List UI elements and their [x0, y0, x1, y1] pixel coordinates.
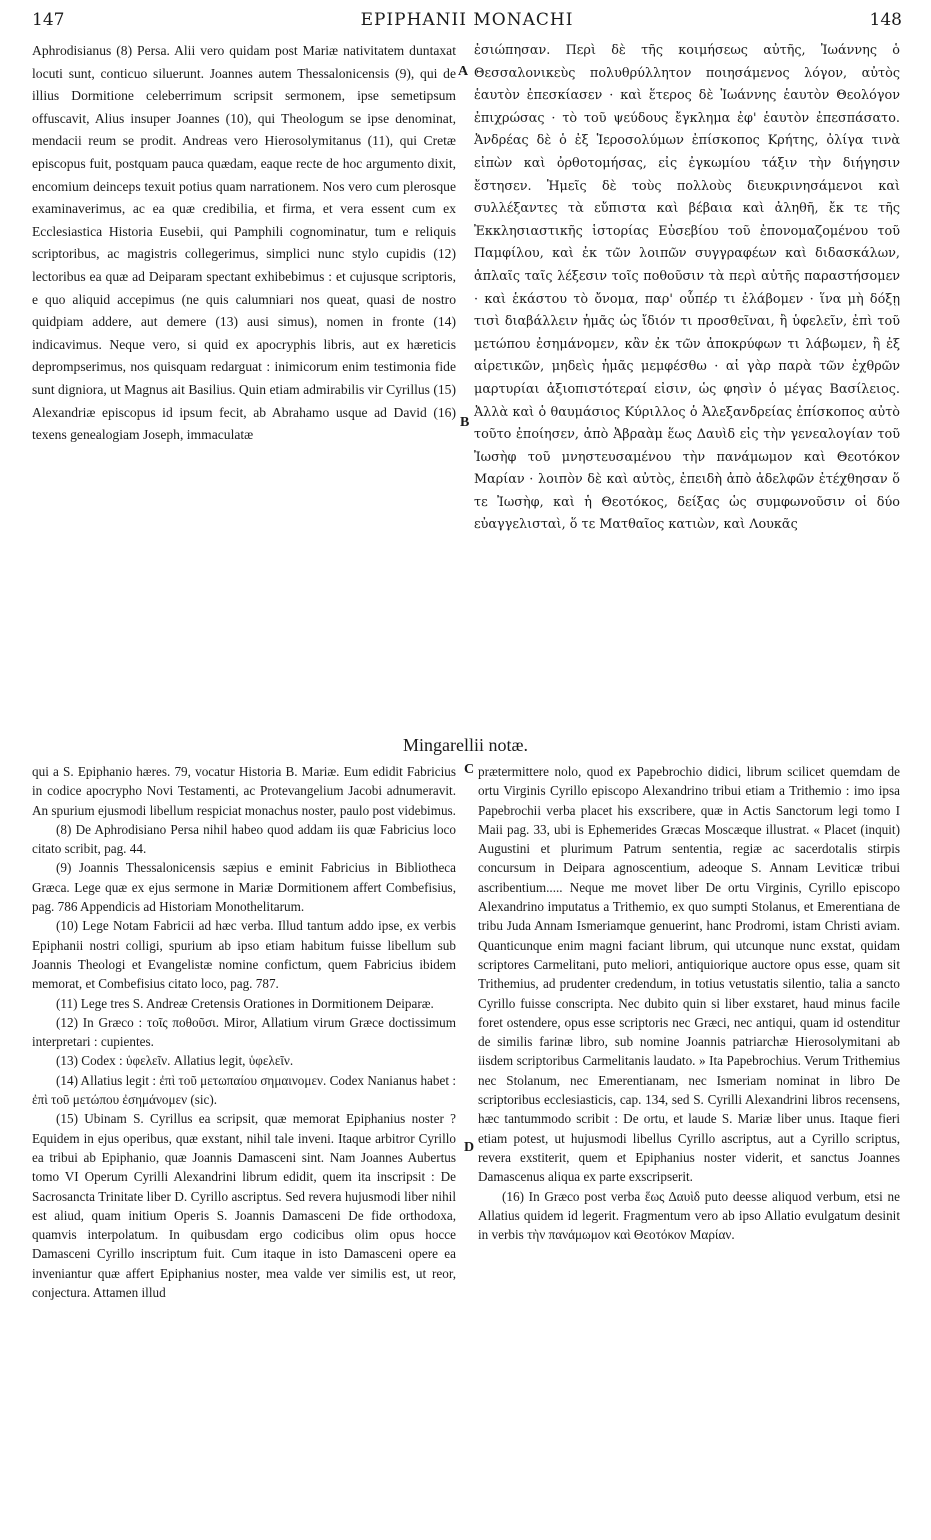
note-paragraph: (15) Ubinam S. Cyrillus ea scripsit, quæ memorat Epiphanius noster ? Equidem in ejus operibus, quæ exstant, nihil tale inveni. Itaque arbitror Cyrillo ea tribui ab Epiphanio, quæ Joannis Damasceni sint. Nam Joannes Aubertus tomo VI Operum Cyrilli Alexandrini librum edidit, quem ita inscripsit : De Sacrosancta Trinitate liber D. Cyrillo ascriptus. Sed revera hujusmodi liber nihil est aliud, quam initium Operis S. Joannis Damasceni De fide orthodoxa, quamvis interpolatum. In quibusdam ergo codicibus olim opus hocce Damasceni Cyrillo inscriptum fuit. Cum itaque in isto Damasceni opere ea inveniantur quæ affert Epiphanius noster, mea valde ver similis est, ut reor, conjectura. Attamen illud [32, 1111, 456, 1301]
note-paragraph: (13) Codex : ὑφελεῖν. Allatius legit, ὑφελεῖν. [56, 1053, 294, 1069]
note-paragraph: (9) Joannis Thessalonicensis sæpius e eminit Fabricius in Bibliotheca Græca. Lege quæ ex ejus sermone in Mariæ Dormitionem affert Combefisius, pag. 786 Appendicis ad Historiam Monothelitarum. [32, 860, 456, 915]
page-number-right: 148 [869, 10, 902, 30]
greek-column [474, 40, 900, 537]
note-paragraph: (16) In Græco post verba ἕως Δαυὶδ puto deesse aliquod verbum, etsi ne Allatius quidem id legerit. Fragmentum vero ab ipso Allatio evulgatum desinit in verbis τὴν πανάμωμον καὶ Θεοτόκον Μαρίαν. [478, 1188, 900, 1243]
notes-left-column [32, 762, 456, 1302]
note-paragraph: prætermittere nolo, quod ex Papebrochio didici, librum scilicet quemdam de ortu Virginis Cyrillo episcopo Alexandrino tribui etiam a Trithemio : imo ipsa Papebrochii verba placet his exscribere, quæ in Actis Sanctorum legi tomo I Maii pag. 33, ubi is Ephemerides Græcas Moscæque illustrat. « Placet (inquit) Augustini et plurimum Patrum sententia, regiæ ac sacerdotalis stirpis concursum in Deipara agnoscentium, adeoque S. Annam Leviticæ tribui ascribentium..... Neque me movet liber De ortu Virginis, Cyrillo episcopo Alexandrino imputatus a Trithemio, ex quo sumpti Stolanus, et Emerentiana de tribu Juda Annam Ismeriamque genuerint, hanc Prodromi, istam Christi aviam. Quanticunque enim magni faciant librum, qui utcunque nunc exstat, quidam scriptores Carmelitani, puto meliori, antiquiorique auctore opus esse, quam sit Trithemius, ad prudenter credendum, in totius vetustatis silentio, talia a sancto Cyrillo fuisse conscripta. Nec dubito quin si liber exstaret, haud minus facile foret ostendere, opus esse scriptoris nec Græci, nec antiqui, quam id ostenditur de similis farinæ libro, sub nomine Joannis patriarchæ Hierosolymitani ab iisdem scriptoribus Carmelitanis laudato. » Ita Papebrochius. Verum Trithemius nec Stolanum, nec Emerentianam, nec Ismeriam nominat in libro De scriptoribus ecclesiasticis, cap. 134, sed S. Cyrilli Alexandrini libros recensens, hæc tantummodo scribit : De ortu, et laude S. Mariæ liber unus. Itaque fieri etiam potest, ut hujusmodi libellus Cyrillo ascriptus, aut a Cyrillo scriptus, revera exstiterit, quem et Epiphanius noster viderit, et sanctus Joannes Damascenus aliqua ex parte exscripserit. [478, 764, 900, 1185]
note-paragraph: (14) Allatius legit : ἐπὶ τοῦ μετωπαίου σημαινομεν. Codex Nanianus habet : ἐπὶ τοῦ μετώπου ἐσημάνομεν (sic). [32, 1072, 456, 1108]
page-header [32, 4, 902, 32]
greek-text: ἐσιώπησαν. Περὶ δὲ τῆς κοιμήσεως αὐτῆς, Ἰωάννης ὁ Θεσσαλονικεὺς πολυθρύλλητον ποιησάμενος λόγον, αὐτὸς ἑαυτὸν ἐπεσκίασεν · καὶ ἕτερος δὲ Ἰωάννης ἑαυτὸν Θεολόγον ἐπιχρώσας · τὸ τοῦ ψεύδους ἔγκλημα ἐφ' ἑαυτὸν ἐπεσπάσατο. Ἀνδρέας δὲ ὁ ἐξ Ἱεροσολύμων ἐπίσκοπος Κρήτης, ὀλίγα τινὰ εἰπὼν καὶ ὀρθοτομήσας, εἰς ἐγκωμίου τάξιν τὴν διήγησιν ἔστησεν. Ἡμεῖς δὲ τοὺς πολλοὺς διευκρινησάμενοι καὶ συλλέξαντες τὰ εὔπιστα καὶ βέβαια καὶ ἀληθῆ, ἔκ τε τῆς Ἐκκλησιαστικῆς ἱστορίας Εὐσεβίου τοῦ ἐπονομαζομένου τοῦ Παμφίλου, καὶ ἐκ τῶν λοιπῶν συγγραφέων καὶ διδασκάλων, ἁπλαῖς ταῖς λέξεσιν τοῖς ποθοῦσιν τὰ περὶ αὐτῆς παραστήσομεν · καὶ ἑκάστου τὸ ὄνομα, παρ' οὗπέρ τι ἐλάβομεν · ἵνα μὴ δόξῃ τισὶ διαβάλλειν ἡμᾶς ὡς ἴδιόν τι προσθεῖναι, ἢ ὑφελεῖν, ἐπὶ τοῦ μετώπου ἐσημάνομεν, κἂν ἐκ τῶν ἀποκρύφων τι λάβωμεν, ἢ ἐξ αἱρετικῶν, μηδεὶς ἡμᾶς μεμφέσθω · αἱ γὰρ παρὰ τῶν ἐχθρῶν μαρτυρίαι ἀξιοπιστότεραί εἰσιν, ὡς φησὶν ὁ μέγας Βασίλειος. Ἀλλὰ καὶ ὁ θαυμάσιος Κύριλλος ὁ Ἀλεξανδρείας ἐπίσκοπος αὐτὸ τοῦτο ἐποίησεν, ἀπὸ Ἀβραὰμ ἕως Δαυὶδ εἰς τὴν γενεαλογίαν τοῦ Ἰωσὴφ τοῦ μνηστευσαμένου τὴν πανάμωμον καὶ Θεοτόκον Μαρίαν · λοιπὸν δὲ καὶ αὐτὸς, ἐπειδὴ ἀπὸ ἀδελφῶν ἐτέχθησαν ὅ τε Ἰωσὴφ, καὶ ἡ Θεοτόκος, δείξας ὡς συμφωνοῦσιν οἱ δύο εὐαγγελισταὶ, ὅ τε Ματθαῖος κατιὼν, καὶ Λουκᾶς [474, 43, 900, 533]
page-number-left: 147 [32, 10, 65, 30]
notes-title: Mingarellii notæ. [403, 735, 528, 755]
note-paragraph: (10) Lege Notam Fabricii ad hæc verba. Illud tantum addo ipse, ex verbis Epiphanii nostri colligi, spurium ab ipso etiam habitum fuisse libellum sub Joannis Theologi et Evangelistæ nomine confictum, quem Fabricius ibidem memorat, et Combefisius citato loco, pag. 787. [32, 918, 456, 992]
latin-column [32, 40, 456, 447]
note-paragraph: (11) Lege tres S. Andreæ Cretensis Orationes in Dormitionem Deiparæ. [56, 995, 434, 1011]
note-paragraph: (8) De Aphrodisiano Persa nihil habeo quod addam iis quæ Fabricius loco citato scribit, pag. 44. [32, 821, 456, 857]
column-marker-a: A [458, 64, 469, 79]
column-marker-c: C [464, 762, 475, 777]
column-marker-b: B [460, 415, 470, 430]
note-paragraph: qui a S. Epiphanio hæres. 79, vocatur Historia B. Mariæ. Eum edidit Fabricius in codice apocrypho Novi Testamenti, ac Protevangelium Jacobi adnumeravit. An spurium ejusmodi libellum respiciat monachus noster, paulo post videbimus. [32, 764, 456, 818]
column-marker-d: D [464, 1140, 475, 1155]
notes-right-column [478, 762, 900, 1244]
latin-text: Aphrodisianus (8) Persa. Alii vero quidam post Mariæ nativitatem duntaxat locuti sunt, conticuo siluerunt. Joannes autem Thessalonicensis (9), qui de illius Dormitione celeberrimum scripsit sermonem, ipse semetipsum offuscavit, Alius insuper Joannes (10), qui Theologum se ipse denominat, mendacii reum se prodit. Andreas vero Hierosolymitanus (11), qui Cretæ episcopus fuit, postquam pauca quædam, eaque recte de hoc argumento dixit, encomium deinceps texuit potius quam narrationem. Nos vero cum plerosque examinaverimus, ac ea quæ credibilia, et firma, et vera essent cum ex Ecclesiastica Historia Eusebii, qui Pamphili cognominatur, tum e reliquis scriptoribus, ac magistris collegerimus, simplici nunc stylo cupidis (12) lectoribus ea quæ ad Deiparam spectant exhibebimus : et cujusque scriptoris, e quo aliquid accepimus (ne quis calumniari nos queat, quasi de nostro quidpiam addere, aut demere (13) ausi simus), nomen in fronte (14) indicavimus. Neque vero, si quid ex apocryphis libris, aut ex hæreticis deprompserimus, nos quisquam redarguat : inimicorum enim testimonia fide sunt digniora, ut Magnus ait Basilius. Quin etiam admirabilis vir Cyrillus (15) Alexandriæ episcopus id ipsum fecit, ab Abrahamo usque ad David (16) texens genealogiam Joseph, immaculatæ [32, 43, 457, 443]
note-paragraph: (12) In Græco : τοῖς ποθοῦσι. Miror, Allatium virum Græce doctissimum interpretari : cupientes. [32, 1014, 456, 1050]
running-title: EPIPHANII MONACHI [360, 10, 574, 30]
